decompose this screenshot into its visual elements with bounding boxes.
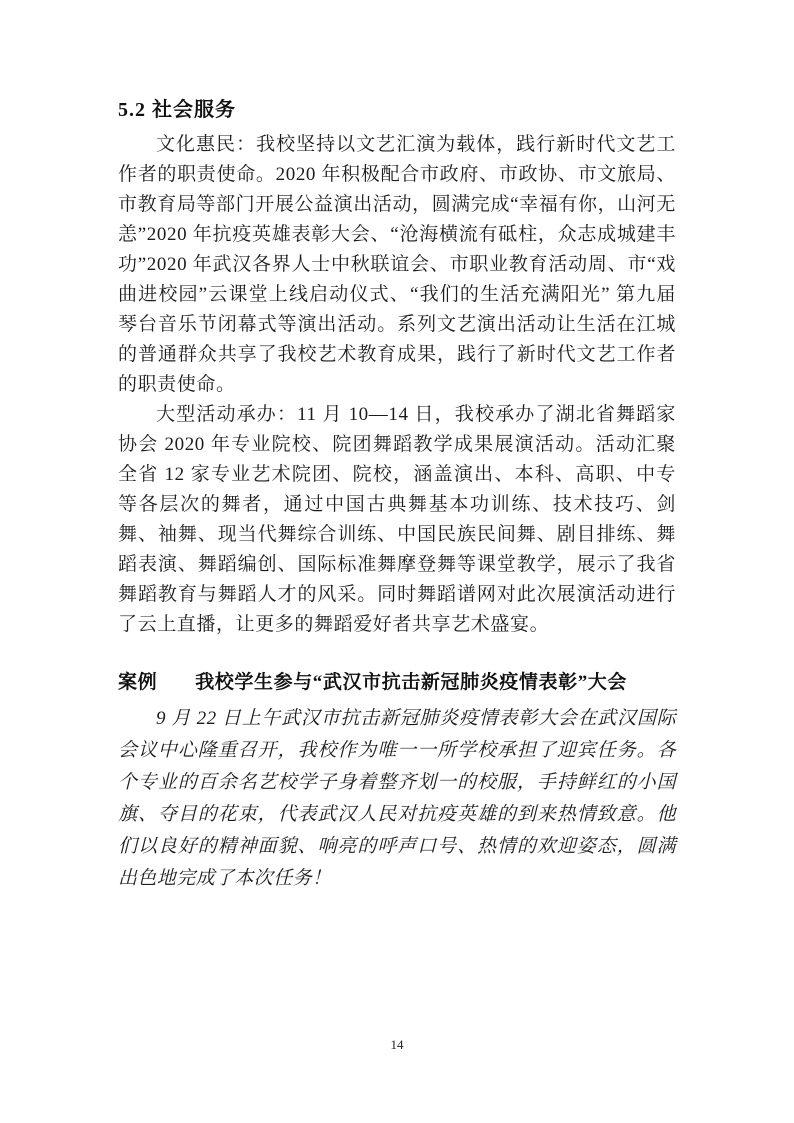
- paragraph-culture-benefit: 文化惠民：我校坚持以文艺汇演为载体，践行新时代文艺工作者的职责使命。2020 年积极配合市政府、市政协、市文旅局、市教育局等部门开展公益演出活动，圆满完成“幸福有你，山河无恙”2020 年抗疫英雄表彰大会、“沧海横流有砥柱，众志成城建丰功”2020 年武汉各界人士中秋联谊会、市职业教育活动周、市“戏曲进校园”云课堂上线启动仪式、“我们的生活充满阳光” 第九届琴台音乐节闭幕式等演出活动。系列文艺演出活动让生活在江城的普通群众共享了我校艺术教育成果，践行了新时代文艺工作者的职责使命。: [118, 134, 676, 395]
- case-heading: [118, 670, 676, 696]
- page-content: [118, 96, 676, 895]
- section-heading: 5.2 社会服务: [118, 99, 236, 121]
- page-number: 14: [390, 1037, 404, 1052]
- case-label: 案例: [118, 672, 158, 693]
- case-title: 我校学生参与“武汉市抗击新冠肺炎疫情表彰”大会: [195, 672, 628, 693]
- case-paragraph: 9 月 22 日上午武汉市抗击新冠肺炎疫情表彰大会在武汉国际会议中心隆重召开，我校作为唯一一所学校承担了迎宾任务。各个专业的百余名艺校学子身着整齐划一的校服，手持鲜红的小国旗、夺目的花束，代表武汉人民对抗疫英雄的到来热情致意。他们以良好的精神面貌、响亮的呼声口号、热情的欢迎姿态，圆满出色地完成了本次任务！: [118, 708, 676, 889]
- page-footer: [0, 1036, 794, 1054]
- paragraph-event-hosting: 大型活动承办：11 月 10—14 日，我校承办了湖北省舞蹈家协会 2020 年专业院校、院团舞蹈教学成果展演活动。活动汇聚全省 12 家专业艺术院团、院校，涵盖演出、本科、高职、中专等各层次的舞者，通过中国古典舞基本功训练、技术技巧、剑舞、袖舞、现当代舞综合训练、中国民族民间舞、剧目排练、舞蹈表演、舞蹈编创、国际标准舞摩登舞等课堂教学，展示了我省舞蹈教育与舞蹈人才的风采。同时舞蹈谱网对此次展演活动进行了云上直播，让更多的舞蹈爱好者共享艺术盛宴。: [118, 404, 676, 635]
